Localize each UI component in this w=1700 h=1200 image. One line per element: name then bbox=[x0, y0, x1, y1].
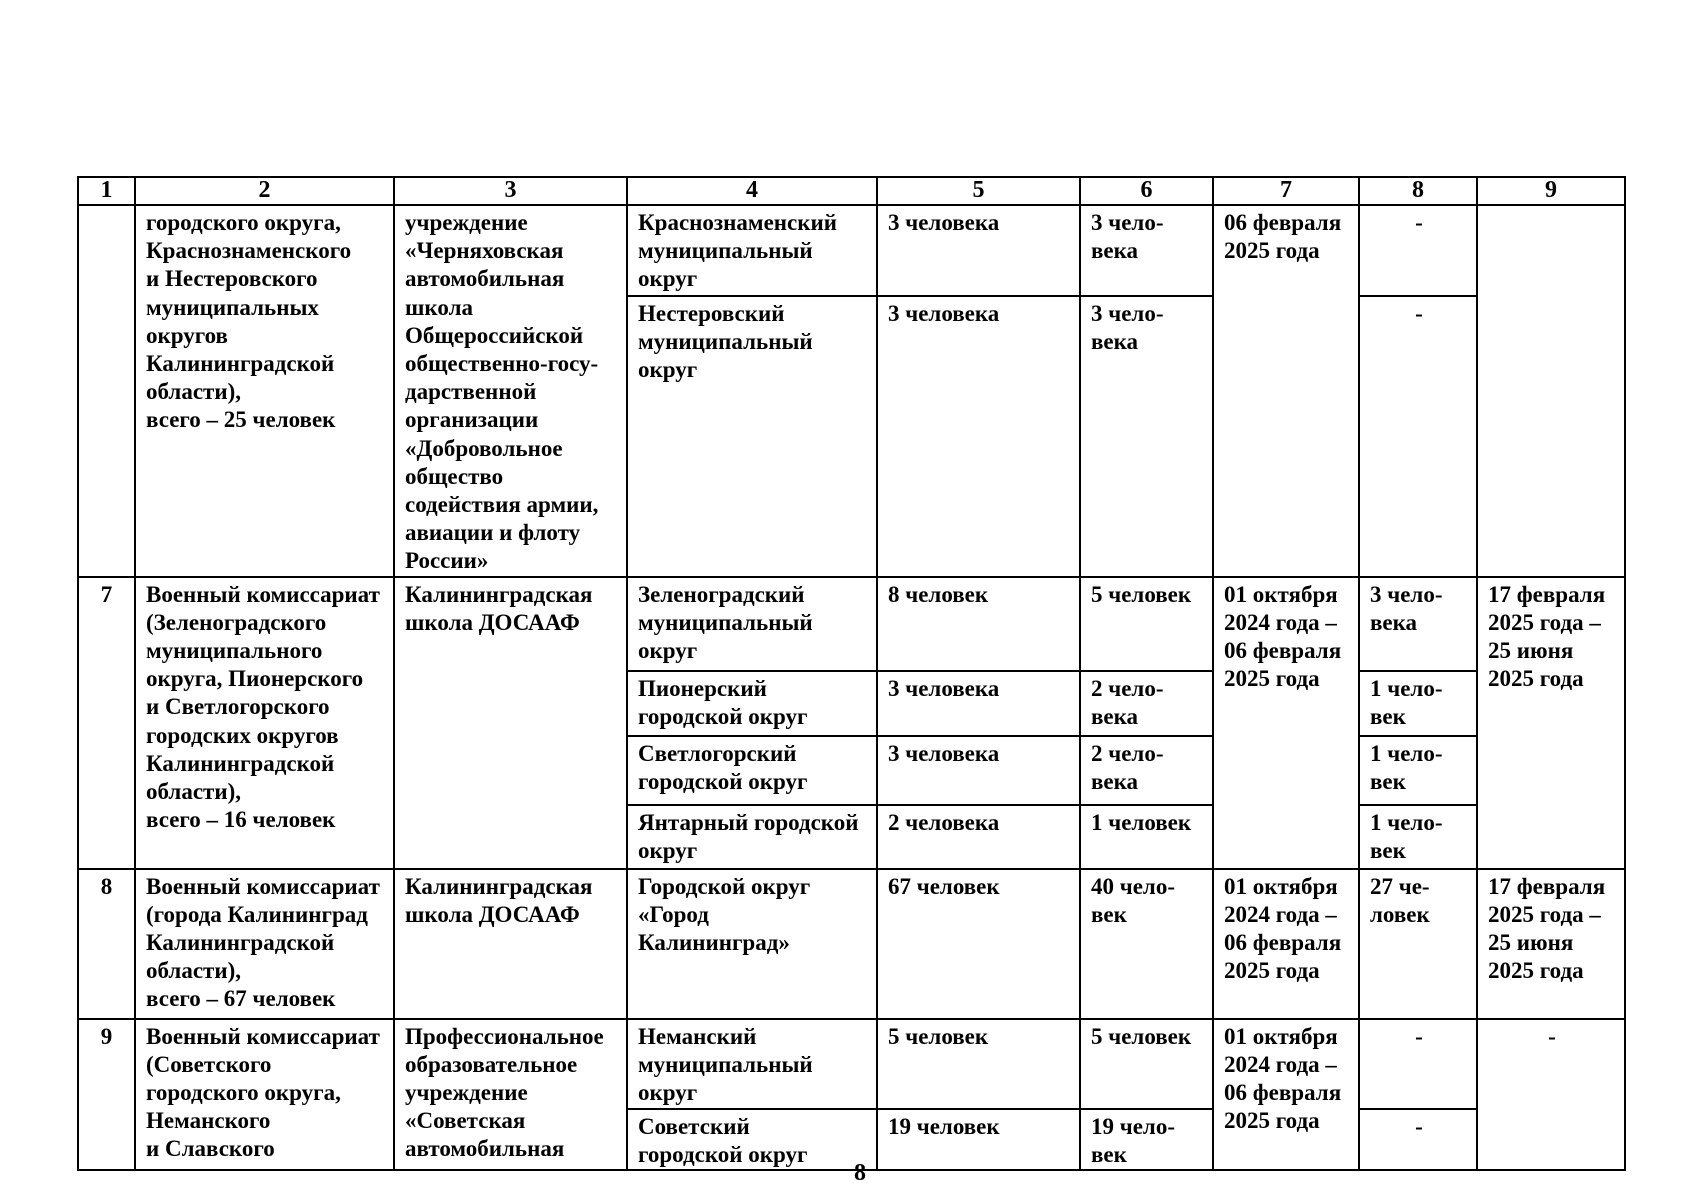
cell-text-line: Военный комиссариат bbox=[146, 581, 380, 607]
cell-text-line: 17 февраля bbox=[1488, 581, 1606, 607]
cell-text-line: и Славского bbox=[146, 1136, 275, 1162]
col-header-5: 5 bbox=[877, 177, 1080, 205]
cell-text-line: Янтарный городской bbox=[638, 809, 859, 835]
cell-text-line: городской округ bbox=[638, 1141, 808, 1167]
cell-text-line: Профессиональное bbox=[405, 1023, 604, 1049]
cell-text-line: - bbox=[1548, 1023, 1556, 1049]
cell-text-line: и Нестеровского bbox=[146, 266, 318, 292]
cell-text-line: всего – 16 человек bbox=[146, 807, 336, 833]
cell-text-line: 17 февраля bbox=[1488, 873, 1606, 899]
cell-text-line: 1 чело- bbox=[1370, 809, 1443, 835]
table-row bbox=[78, 205, 1625, 296]
cell-text-line: 2025 года bbox=[1224, 1108, 1320, 1134]
cell-text-line: автомобильная bbox=[405, 266, 565, 292]
cell-text-line: области), bbox=[146, 958, 241, 984]
cell-text-line: городского округа, bbox=[146, 1080, 341, 1106]
period-cell bbox=[1213, 577, 1359, 869]
cell-text-line: округ bbox=[638, 837, 698, 863]
district-cell bbox=[627, 805, 877, 869]
first-period-cell bbox=[1080, 805, 1213, 869]
cell-text-line: Калининградской bbox=[146, 351, 335, 377]
first-period-cell bbox=[1080, 1019, 1213, 1109]
cell-text-line: 06 февраля bbox=[1224, 210, 1342, 235]
school-cell bbox=[394, 577, 627, 869]
plan-cell bbox=[877, 805, 1080, 869]
cell-text-line: 2025 года bbox=[1488, 958, 1584, 984]
cell-text-line: округ bbox=[638, 638, 698, 664]
cell-text-line: 06 февраля bbox=[1224, 930, 1342, 956]
district-cell bbox=[627, 577, 877, 671]
cell-text-line: 06 февраля bbox=[1224, 1080, 1342, 1106]
cell-text-line: 40 чело- bbox=[1091, 873, 1175, 899]
plan-cell bbox=[877, 296, 1080, 577]
second-period-dates-cell bbox=[1477, 869, 1625, 1019]
cell-text-line: 2024 года – bbox=[1224, 901, 1337, 927]
col-header-6: 6 bbox=[1080, 177, 1213, 205]
col-header-7: 7 bbox=[1213, 177, 1359, 205]
commissariat-cell bbox=[135, 869, 394, 1019]
commissariat-cell bbox=[135, 1019, 394, 1170]
cell-text-line: век bbox=[1370, 768, 1406, 794]
data-table bbox=[77, 176, 1626, 1171]
second-period-cell bbox=[1359, 296, 1477, 577]
cell-text-line: школа ДОСААФ bbox=[405, 901, 580, 927]
cell-text-line: 27 че- bbox=[1370, 873, 1430, 899]
cell-text-line: школа ДОСААФ bbox=[405, 609, 580, 635]
plan-cell bbox=[877, 577, 1080, 671]
second-period-cell bbox=[1359, 671, 1477, 736]
cell-text-line: 2 чело- bbox=[1091, 740, 1164, 766]
cell-text-line: ловек bbox=[1370, 901, 1430, 927]
cell-text-line: века bbox=[1091, 703, 1139, 729]
cell-text-line: 2024 года – bbox=[1224, 1051, 1337, 1077]
cell-text-line: Краснознаменский bbox=[638, 210, 838, 235]
first-period-cell bbox=[1080, 296, 1213, 577]
first-period-cell bbox=[1080, 736, 1213, 805]
cell-text-line: учреждение bbox=[405, 1080, 528, 1106]
cell-text-line: 1 человек bbox=[1091, 809, 1192, 835]
cell-text-line: округ bbox=[638, 1080, 698, 1106]
page-number: 8 bbox=[854, 1160, 866, 1186]
second-period-dates-cell bbox=[1477, 577, 1625, 869]
cell-text-line: городского округа, bbox=[146, 210, 341, 235]
cell-text-line: 2 человека bbox=[888, 809, 1000, 835]
period-cell bbox=[1213, 205, 1359, 577]
cell-text-line: содействия армии, bbox=[405, 492, 599, 518]
cell-text-line: общество bbox=[405, 463, 504, 489]
cell-text-line: 19 чело- bbox=[1091, 1113, 1175, 1139]
plan-cell bbox=[877, 205, 1080, 296]
col-header-9: 9 bbox=[1477, 177, 1625, 205]
cell-text-line: всего – 67 человек bbox=[146, 986, 336, 1012]
row-number: 8 bbox=[78, 869, 135, 1019]
col-header-2: 2 bbox=[135, 177, 394, 205]
cell-text-line: округ bbox=[638, 266, 698, 292]
district-cell bbox=[627, 671, 877, 736]
cell-text-line: 2025 года bbox=[1488, 666, 1584, 692]
plan-cell bbox=[877, 1019, 1080, 1109]
cell-text-line: Городской округ bbox=[638, 873, 811, 899]
cell-text-line: 2024 года – bbox=[1224, 609, 1337, 635]
cell-text-line: 1 чело- bbox=[1370, 740, 1443, 766]
cell-text-line: века bbox=[1091, 238, 1139, 264]
cell-text-line: Советский bbox=[638, 1113, 750, 1139]
header-row bbox=[78, 177, 1625, 205]
second-period-cell bbox=[1359, 205, 1477, 296]
first-period-cell bbox=[1080, 577, 1213, 671]
cell-text-line: - bbox=[1415, 210, 1423, 235]
cell-text-line: Светлогорский bbox=[638, 740, 797, 766]
cell-text-line: 3 чело- bbox=[1370, 581, 1443, 607]
cell-text-line: 01 октября bbox=[1224, 1023, 1338, 1049]
cell-text-line: 2025 года – bbox=[1488, 609, 1601, 635]
cell-text-line: Военный комиссариат bbox=[146, 1023, 380, 1049]
col-header-3: 3 bbox=[394, 177, 627, 205]
cell-text-line: городской округ bbox=[638, 768, 808, 794]
cell-text-line: Неманский bbox=[638, 1023, 757, 1049]
cell-text-line: 5 человек bbox=[1091, 581, 1192, 607]
cell-text-line: муниципальный bbox=[638, 1051, 813, 1077]
cell-text-line: - bbox=[1415, 300, 1423, 326]
district-cell bbox=[627, 296, 877, 577]
plan-cell bbox=[877, 869, 1080, 1019]
cell-text-line: дарственной bbox=[405, 379, 537, 405]
cell-text-line: организации bbox=[405, 407, 539, 433]
cell-text-line: городских округов bbox=[146, 722, 339, 748]
cell-text-line: 25 июня bbox=[1488, 638, 1574, 664]
cell-text-line: 5 человек bbox=[888, 1023, 989, 1049]
cell-text-line: учреждение bbox=[405, 210, 528, 235]
cell-text-line: всего – 25 человек bbox=[146, 407, 336, 433]
cell-text-line: округа, Пионерского bbox=[146, 666, 364, 692]
commissariat-cell bbox=[135, 577, 394, 869]
cell-text-line: Военный комиссариат bbox=[146, 873, 380, 899]
cell-text-line: области), bbox=[146, 379, 241, 405]
second-period-dates-cell bbox=[1477, 205, 1625, 577]
cell-text-line: муниципальный bbox=[638, 238, 813, 264]
table-row bbox=[78, 577, 1625, 671]
cell-text-line: века bbox=[1091, 768, 1139, 794]
district-cell bbox=[627, 869, 877, 1019]
cell-text-line: «Черняховская bbox=[405, 238, 564, 264]
cell-text-line: 01 октября bbox=[1224, 873, 1338, 899]
cell-text-line: 3 человека bbox=[888, 740, 1000, 766]
cell-text-line: образовательное bbox=[405, 1051, 578, 1077]
cell-text-line: века bbox=[1370, 609, 1418, 635]
cell-text-line: России» bbox=[405, 548, 489, 574]
cell-text-line: век bbox=[1091, 901, 1127, 927]
cell-text-line: Калининград» bbox=[638, 930, 790, 956]
cell-text-line: «Добровольное bbox=[405, 435, 563, 461]
plan-cell bbox=[877, 671, 1080, 736]
cell-text-line: - bbox=[1415, 1023, 1423, 1049]
cell-text-line: Общероссийской bbox=[405, 322, 584, 348]
cell-text-line: Калининградской bbox=[146, 930, 335, 956]
second-period-dates-cell bbox=[1477, 1019, 1625, 1170]
cell-text-line: Неманского bbox=[146, 1108, 271, 1134]
cell-text-line: (Советского bbox=[146, 1051, 272, 1077]
cell-text-line: Калининградской bbox=[146, 750, 335, 776]
cell-text-line: века bbox=[1091, 328, 1139, 354]
cell-text-line: Краснознаменского bbox=[146, 238, 352, 264]
district-cell bbox=[627, 205, 877, 296]
cell-text-line: Калининградская bbox=[405, 581, 593, 607]
cell-text-line: муниципальных bbox=[146, 294, 319, 320]
cell-text-line: век bbox=[1370, 837, 1406, 863]
cell-text-line: 19 человек bbox=[888, 1113, 1000, 1139]
col-header-1: 1 bbox=[78, 177, 135, 205]
cell-text-line: школа bbox=[405, 294, 473, 320]
cell-text-line: городской округ bbox=[638, 703, 808, 729]
cell-text-line: 2 чело- bbox=[1091, 675, 1164, 701]
col-header-4: 4 bbox=[627, 177, 877, 205]
cell-text-line: 2025 года bbox=[1224, 238, 1320, 264]
cell-text-line: 5 человек bbox=[1091, 1023, 1192, 1049]
commissariat-cell bbox=[135, 205, 394, 577]
cell-text-line: «Город bbox=[638, 901, 709, 927]
school-cell bbox=[394, 205, 627, 577]
district-cell bbox=[627, 1019, 877, 1109]
school-cell bbox=[394, 1019, 627, 1170]
cell-text-line: муниципальный bbox=[638, 609, 813, 635]
cell-text-line: муниципального bbox=[146, 638, 323, 664]
row-number: 7 bbox=[78, 577, 135, 869]
cell-text-line: 3 чело- bbox=[1091, 300, 1164, 326]
cell-text-line: и Светлогорского bbox=[146, 694, 330, 720]
cell-text-line: 67 человек bbox=[888, 873, 1000, 899]
col-header-8: 8 bbox=[1359, 177, 1477, 205]
school-cell bbox=[394, 869, 627, 1019]
plan-cell bbox=[877, 736, 1080, 805]
cell-text-line: автомобильная bbox=[405, 1136, 565, 1162]
second-period-cell bbox=[1359, 736, 1477, 805]
cell-text-line: век bbox=[1370, 703, 1406, 729]
table-row bbox=[78, 869, 1625, 1019]
period-cell bbox=[1213, 1019, 1359, 1170]
cell-text-line: муниципальный bbox=[638, 328, 813, 354]
cell-text-line: Зеленоградский bbox=[638, 581, 805, 607]
first-period-cell bbox=[1080, 869, 1213, 1019]
first-period-cell bbox=[1080, 205, 1213, 296]
cell-text-line: (Зеленоградского bbox=[146, 609, 327, 635]
table-row bbox=[78, 1019, 1625, 1109]
second-period-cell bbox=[1359, 869, 1477, 1019]
second-period-cell bbox=[1359, 805, 1477, 869]
cell-text-line: 3 человека bbox=[888, 210, 1000, 235]
row-number bbox=[78, 205, 135, 577]
cell-text-line: (города Калининград bbox=[146, 901, 368, 927]
cell-text-line: 3 человека bbox=[888, 300, 1000, 326]
cell-text-line: 3 чело- bbox=[1091, 210, 1164, 235]
cell-text-line: 1 чело- bbox=[1370, 675, 1443, 701]
district-cell bbox=[627, 736, 877, 805]
cell-text-line: округ bbox=[638, 356, 698, 382]
cell-text-line: области), bbox=[146, 779, 241, 805]
cell-text-line: Калининградская bbox=[405, 873, 593, 899]
cell-text-line: Нестеровский bbox=[638, 300, 785, 326]
cell-text-line: «Советская bbox=[405, 1108, 526, 1134]
cell-text-line: 06 февраля bbox=[1224, 638, 1342, 664]
period-cell bbox=[1213, 869, 1359, 1019]
cell-text-line: 8 человек bbox=[888, 581, 989, 607]
first-period-cell bbox=[1080, 671, 1213, 736]
cell-text-line: округов bbox=[146, 322, 228, 348]
cell-text-line: век bbox=[1091, 1141, 1127, 1167]
cell-text-line: 2025 года bbox=[1224, 958, 1320, 984]
cell-text-line: 2025 года bbox=[1224, 666, 1320, 692]
cell-text-line: 3 человека bbox=[888, 675, 1000, 701]
cell-text-line: общественно-госу- bbox=[405, 351, 599, 377]
second-period-cell bbox=[1359, 1019, 1477, 1109]
row-number: 9 bbox=[78, 1019, 135, 1170]
cell-text-line: - bbox=[1415, 1113, 1423, 1139]
cell-text-line: Пионерский bbox=[638, 675, 767, 701]
second-period-cell bbox=[1359, 577, 1477, 671]
cell-text-line: 25 июня bbox=[1488, 930, 1574, 956]
cell-text-line: 2025 года – bbox=[1488, 901, 1601, 927]
cell-text-line: 01 октября bbox=[1224, 581, 1338, 607]
cell-text-line: авиации и флоту bbox=[405, 520, 581, 546]
